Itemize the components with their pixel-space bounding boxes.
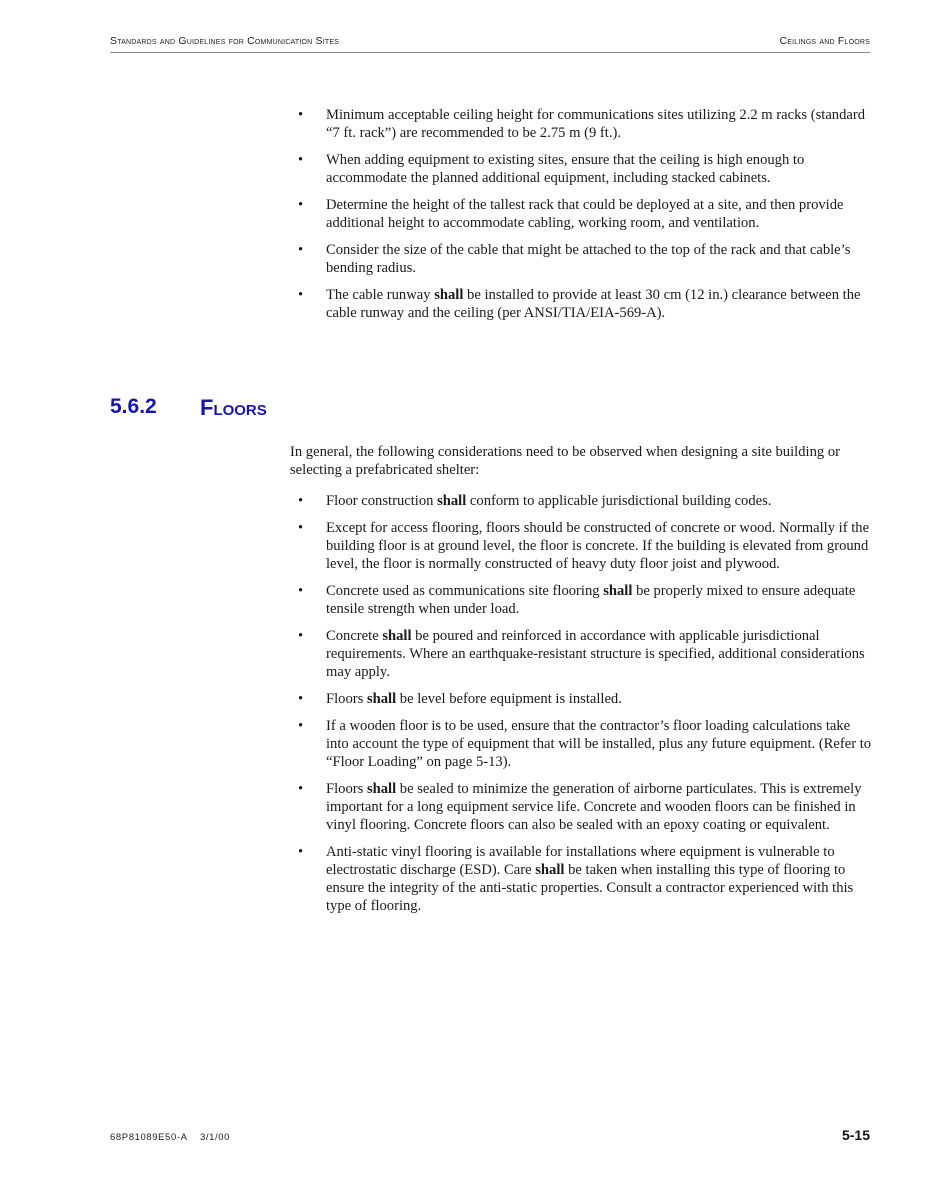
bullet-text-cont: be taken when installing this type of flooring to ensure the integrity of the anti-static properties. Consult a contractor experienced with this type of flooring. [326, 861, 854, 915]
list-item [290, 582, 875, 618]
bullet-icon: • [298, 780, 304, 797]
bullet-emphasis: shall [366, 780, 397, 797]
bullet-text-cont: be properly mixed to ensure adequate tensile strength when under load. [326, 582, 856, 618]
running-header-title: Standards and Guidelines for Communication Sites [110, 35, 340, 47]
bullet-emphasis: shall [366, 690, 397, 707]
bullet-text-cont: be poured and reinforced in accordance with applicable jurisdictional requirements. Where an earthquake-resistant structure is specified, additional considerations may apply. [326, 627, 865, 681]
bullet-icon: • [298, 286, 304, 303]
bullet-emphasis: shall [603, 582, 633, 599]
bullet-icon: • [298, 627, 304, 644]
bullet-text: Determine the height of the tallest rack that could be deployed at a site, and then provide additional height to accommodate cabling, working room, and ventilation. [326, 196, 844, 232]
list-item [290, 780, 875, 835]
section-title: Floors [200, 395, 267, 420]
section-number: 5.6.2 [110, 395, 157, 418]
bullet-text-cont: be installed to provide at least 30 cm (12 in.) clearance between the cable runway and the ceiling (per ANSI/TIA/EIA-569-A). [326, 286, 861, 321]
list-item [290, 196, 875, 232]
bullet-text: Concrete used as communications site flooring [326, 582, 604, 599]
list-item [290, 106, 875, 142]
bullet-icon: • [298, 582, 304, 599]
bullet-icon: • [298, 843, 304, 860]
list-item [290, 492, 875, 510]
bullet-icon: • [298, 107, 304, 123]
bullet-text: If a wooden floor is to be used, ensure that the contractor’s floor loading calculations take into account the type of equipment that will be installed, plus any future equipment. (Refer to “Floor Loading” on page 5-13). [326, 717, 872, 770]
bullet-text-cont: be sealed to minimize the generation of airborne particulates. This is extremely important for a long equipment service life. Concrete and wooden floors can be finished in vinyl flooring. Concrete floors can also be sealed with an epoxy coating or equivalent. [326, 780, 862, 834]
list-item [290, 690, 875, 708]
intro-paragraph: In general, the following considerations need to be observed when designing a site building or selecting a prefabricated shelter: [290, 444, 840, 479]
bullet-text: Consider the size of the cable that might be attached to the top of the rack and that cable’s bending radius. [326, 241, 851, 276]
bullet-icon: • [298, 241, 304, 258]
bullet-emphasis: shall [437, 493, 467, 509]
list-item [290, 286, 875, 322]
bullet-emphasis: shall [382, 627, 412, 644]
bullet-text: Except for access flooring, floors should be constructed of concrete or wood. Normally if the building floor is at ground level, the floor is concrete. If the building is elevated from ground level, the floor is normally constructed of heavy duty floor joist and plywood. [326, 519, 870, 573]
running-header-section: Ceilings and Floors [779, 35, 870, 47]
list-item [290, 717, 875, 772]
list-item [290, 627, 875, 682]
bullet-icon: • [298, 196, 304, 213]
list-item [290, 519, 875, 574]
bullet-text: Floor construction [326, 493, 438, 509]
list-item [290, 843, 875, 916]
header-divider [110, 52, 870, 53]
bullet-text: Floors [326, 690, 367, 707]
document-id: 68P81089E50-A 3/1/00 [110, 1132, 230, 1143]
bullet-text: Minimum acceptable ceiling height for communications sites utilizing 2.2 m racks (standard “7 ft. rack”) are recommended to be 2.75 m (9 ft.). [326, 107, 866, 142]
bullet-emphasis: shall [535, 861, 565, 878]
bullet-text: Floors [326, 780, 367, 797]
bullet-icon: • [298, 493, 304, 509]
ceiling-bullet-list [290, 106, 875, 331]
bullet-text: The cable runway [326, 286, 435, 303]
bullet-icon: • [298, 519, 304, 536]
list-item [290, 241, 875, 277]
bullet-emphasis: shall [434, 286, 464, 303]
bullet-text: Concrete [326, 627, 383, 644]
list-item [290, 151, 875, 187]
floor-bullet-list [290, 492, 875, 924]
bullet-icon: • [298, 690, 304, 707]
bullet-icon: • [298, 151, 304, 168]
bullet-text-cont: be level before equipment is installed. [396, 690, 622, 707]
bullet-text: Anti-static vinyl flooring is available for installations where equipment is vulnerable to electrostatic discharge (ESD). Care [326, 843, 835, 878]
bullet-icon: • [298, 717, 304, 734]
page-number: 5-15 [841, 1127, 870, 1143]
bullet-text: When adding equipment to existing sites, ensure that the ceiling is high enough to accommodate the planned additional equipment, including stacked cabinets. [326, 151, 805, 187]
bullet-text-cont: conform to applicable jurisdictional building codes. [466, 493, 772, 509]
